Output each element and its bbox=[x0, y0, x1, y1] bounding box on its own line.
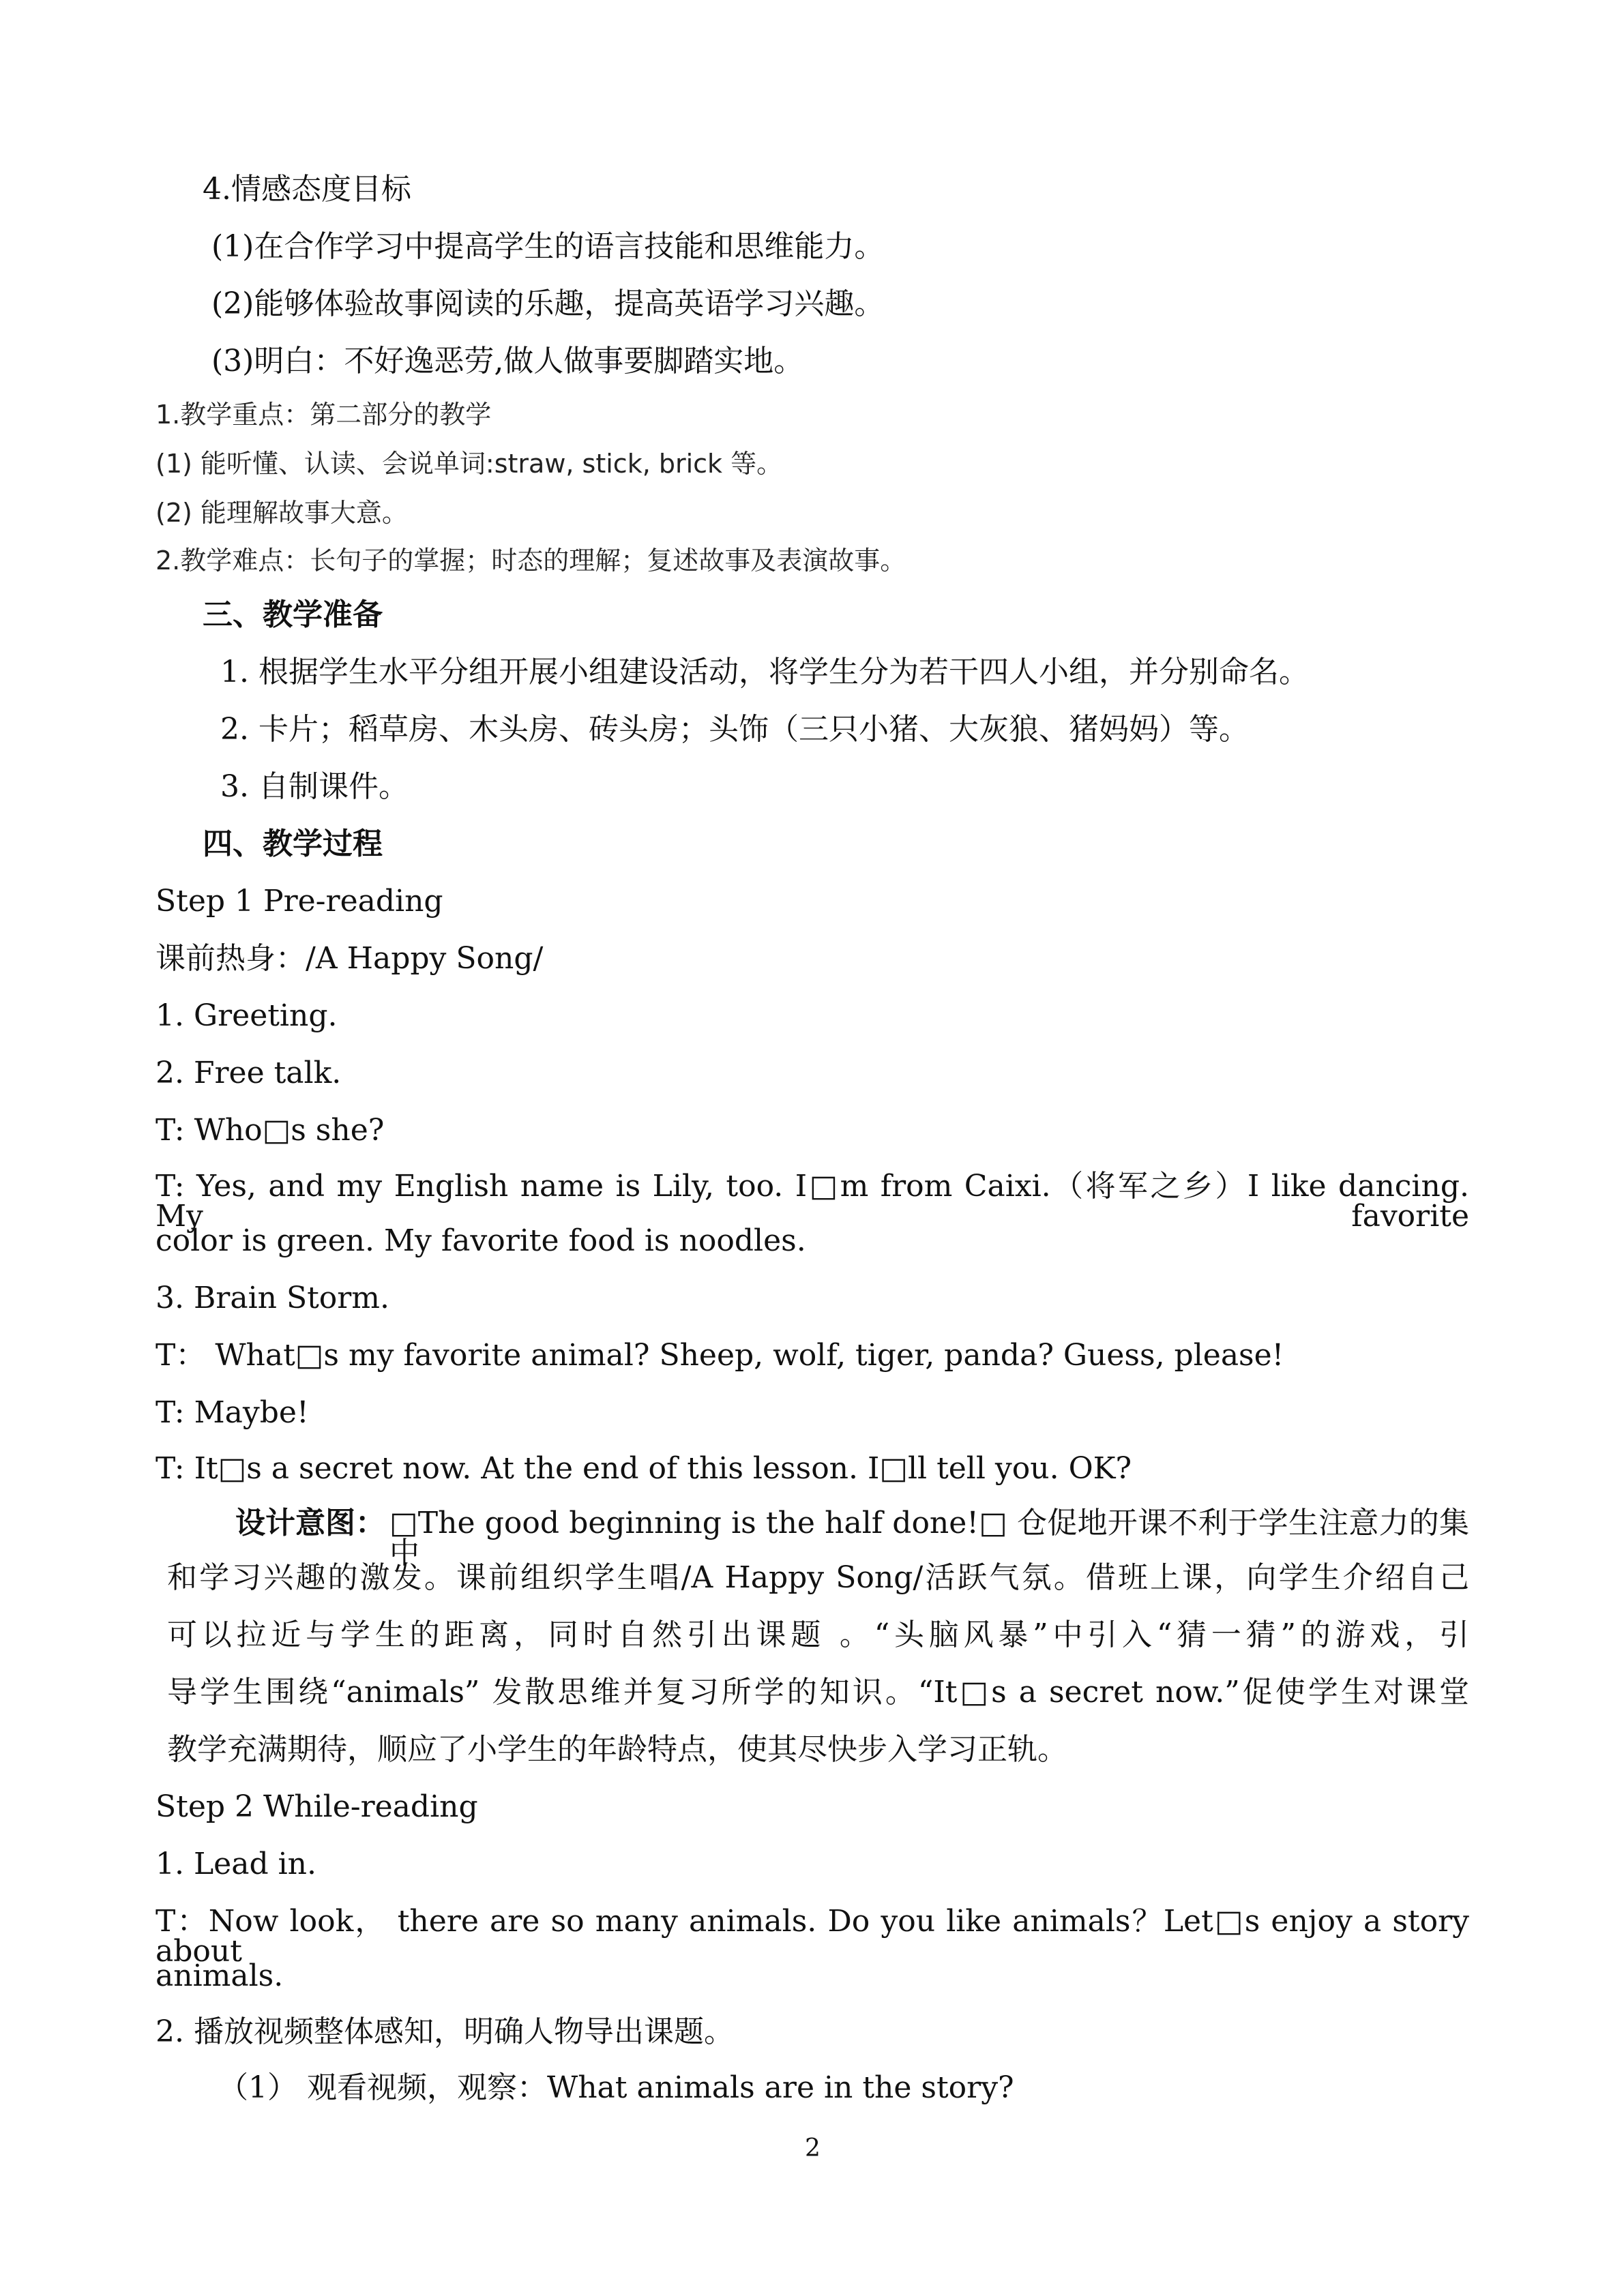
design-intent-line: □The good beginning is the half done!□ 仓促地开课不利于学生注意力的集中 bbox=[389, 1506, 1469, 1570]
objectives-heading: 4.情感态度目标 bbox=[203, 172, 411, 207]
step1-line: 3. Brain Storm. bbox=[156, 1281, 390, 1315]
step2-line: 2. 播放视频整体感知，明确人物导出课题。 bbox=[156, 2014, 734, 2049]
process-heading: 四、教学过程 bbox=[203, 826, 383, 861]
preparation-item: 2. 卡片；稻草房、木头房、砖头房；头饰（三只小猪、大灰狼、猪妈妈）等。 bbox=[220, 712, 1249, 747]
teaching-focus-item: (2) 能理解故事大意。 bbox=[156, 498, 408, 528]
step1-title: Step 1 Pre-reading bbox=[156, 884, 443, 919]
preparation-item: 1. 根据学生水平分组开展小组建设活动，将学生分为若干四人小组，并分别命名。 bbox=[220, 655, 1309, 689]
teaching-focus-item: (1) 能听懂、认读、会说单词:straw, stick, brick 等。 bbox=[156, 449, 783, 479]
design-intent-line: 和学习兴趣的激发。课前组织学生唱/A Happy Song/活跃气氛。借班上课，向学生介绍自己 bbox=[167, 1560, 1469, 1595]
step1-line: 2. Free talk. bbox=[156, 1056, 342, 1090]
step1-line: T: Maybe! bbox=[156, 1395, 309, 1430]
step1-line: T: Yes, and my English name is Lily, too. I□m from Caixi.（将军之乡）I like dancing. My favorite bbox=[156, 1169, 1469, 1234]
objective-item: (2)能够体验故事阅读的乐趣，提高英语学习兴趣。 bbox=[211, 286, 885, 321]
design-intent-label: 设计意图： bbox=[235, 1506, 385, 1540]
step1-line: color is green. My favorite food is noodles. bbox=[156, 1223, 806, 1258]
design-intent-line: 教学充满期待，顺应了小学生的年龄特点，使其尽快步入学习正轨。 bbox=[167, 1732, 1067, 1767]
teaching-difficulty: 2.教学难点：长句子的掌握；时态的理解；复述故事及表演故事。 bbox=[156, 546, 906, 576]
step2-line: T：Now look， there are so many animals. Do you like animals？Let□s enjoy a story about bbox=[156, 1904, 1469, 1969]
step1-line: T: It□s a secret now. At the end of this lesson. I□ll tell you. OK? bbox=[156, 1451, 1132, 1486]
step2-title: Step 2 While-reading bbox=[156, 1789, 478, 1824]
page-number: 2 bbox=[805, 2134, 821, 2162]
design-intent-first-line bbox=[235, 1508, 1469, 1568]
step2-line: 1. Lead in. bbox=[156, 1847, 317, 1881]
step2-line: animals. bbox=[156, 1958, 284, 1993]
preparation-heading: 三、教学准备 bbox=[203, 597, 383, 632]
design-intent-line: 可以拉近与学生的距离，同时自然引出课题 。“头脑风暴”中引入“猜一猜”的游戏，引 bbox=[167, 1617, 1469, 1652]
preparation-item: 3. 自制课件。 bbox=[220, 769, 409, 804]
step1-line: T: Who□s she? bbox=[156, 1113, 385, 1148]
teaching-focus: 1.教学重点：第二部分的教学 bbox=[156, 400, 492, 430]
objective-item: (1)在合作学习中提高学生的语言技能和思维能力。 bbox=[211, 229, 885, 264]
design-intent-line: 导学生围绕“animals” 发散思维并复习所学的知识。“It□s a secret now.”促使学生对课堂 bbox=[167, 1675, 1469, 1710]
step1-line: T： What□s my favorite animal? Sheep, wolf, tiger, panda? Guess, please! bbox=[156, 1338, 1284, 1373]
step1-warmup: 课前热身：/A Happy Song/ bbox=[156, 941, 544, 976]
objective-item: (3)明白：不好逸恶劳,做人做事要脚踏实地。 bbox=[211, 344, 804, 378]
step2-line: （1） 观看视频，观察：What animals are in the story? bbox=[218, 2070, 1014, 2105]
step1-line: 1. Greeting. bbox=[156, 998, 338, 1033]
